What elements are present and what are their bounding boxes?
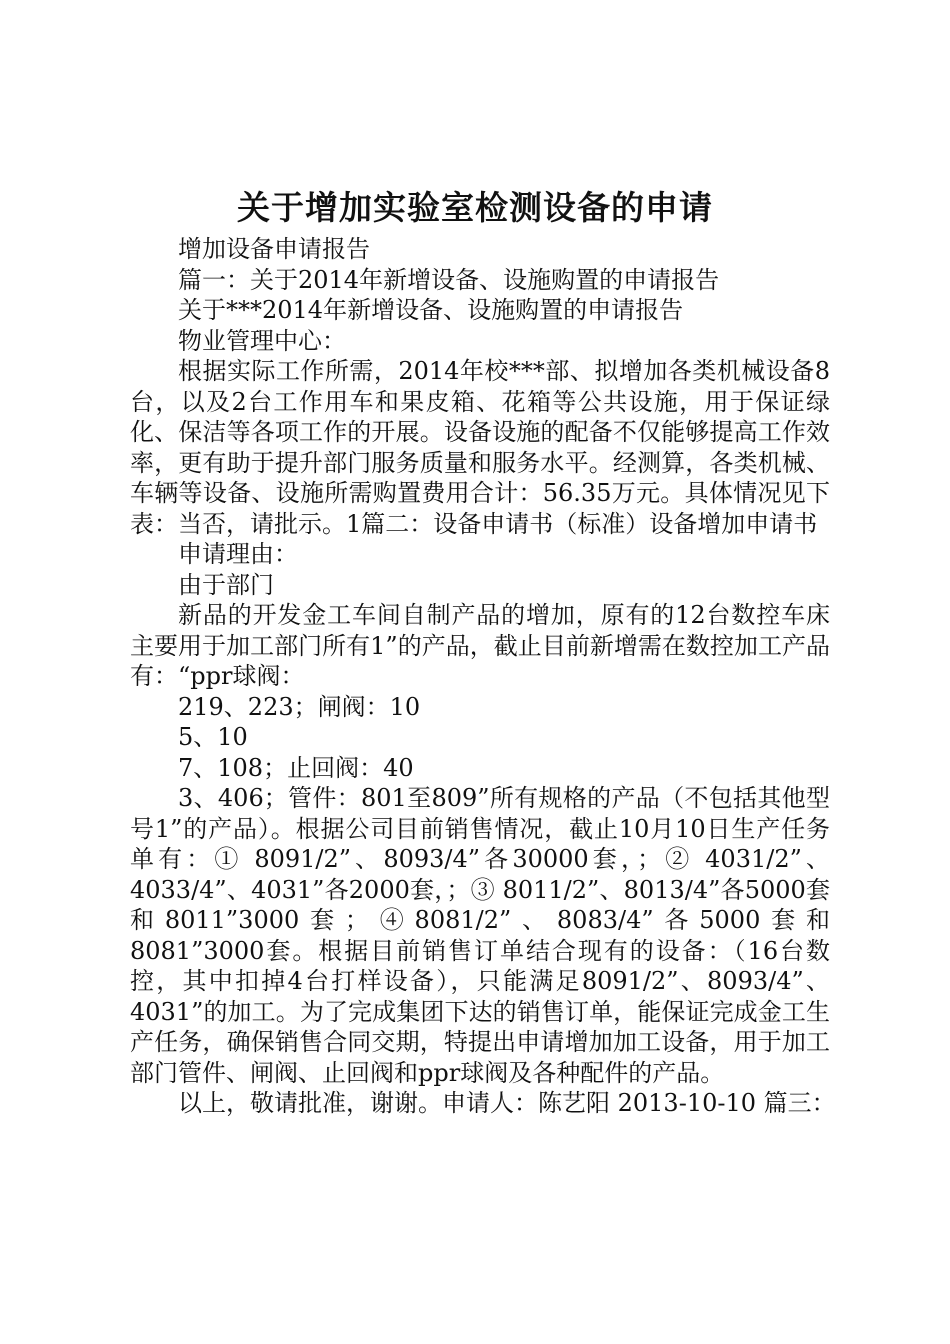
paragraph: 7、108；止回阀：40 bbox=[178, 753, 414, 782]
paragraph: 根据实际工作所需，2014年校***部、拟增加各类机械设备8台，以及2台工作用车和果皮箱、花箱等公共设施，用于保证绿化、保洁等各项工作的开展。设备设施的配备不仅能够提高工作效率，更有助于提升部门服务质量和服务水平。经测算，各类机械、车辆等设备、设施所需购置费用合计：56.35万元。具体情况见下表：当否，请批示。1篇二：设备申请书（标准）设备增加申请书 bbox=[130, 357, 830, 538]
paragraph: 以上，敬请批准，谢谢。申请人：陈艺阳 2013-10-10 篇三： bbox=[178, 1089, 836, 1117]
paragraph: 由于部门 bbox=[178, 570, 274, 599]
paragraph: 新品的开发金工车间自制产品的增加，原有的12台数控车床主要用于加工部门所有1”的产品，截止目前新增需在数控加工产品有：“ppr球阀： bbox=[130, 601, 830, 690]
paragraph: 219、223；闸阀：10 bbox=[178, 692, 421, 721]
paragraph: 3、406；管件：801至809”所有规格的产品（不包括其他型号1”的产品）。根据公司目前销售情况，截止10月10日生产任务单有：① 8091/2”、8093/4”各30000套，；② 4031/2”、4033/4”、4031”各2000套，；③ 8011/2”、8013/4”各5000套和8011”3000套；④8081/2”、8083/4”各5000套和8081”3000套。根据目前销售订单结合现有的设备：（16台数控，其中扣掉4台打样设备），只能满足8091/2”、8093/4”、4031”的加工。为了完成集团下达的销售订单，能保证完成金工生产任务，确保销售合同交期，特提出申请增加加工设备，用于加工部门管件、闸阀、止回阀和ppr球阀及各种配件的产品。 bbox=[130, 784, 830, 1087]
paragraph: 申请理由： bbox=[178, 540, 298, 568]
paragraph: 篇一：关于2014年新增设备、设施购置的申请报告 bbox=[178, 265, 720, 294]
document-title: 关于增加实验室检测设备的申请 bbox=[237, 188, 713, 227]
paragraph: 关于***2014年新增设备、设施购置的申请报告 bbox=[178, 296, 684, 324]
document-body bbox=[130, 234, 836, 1119]
paragraph: 5、10 bbox=[178, 723, 248, 751]
paragraph: 物业管理中心： bbox=[178, 326, 346, 355]
paragraph: 增加设备申请报告 bbox=[178, 235, 370, 263]
